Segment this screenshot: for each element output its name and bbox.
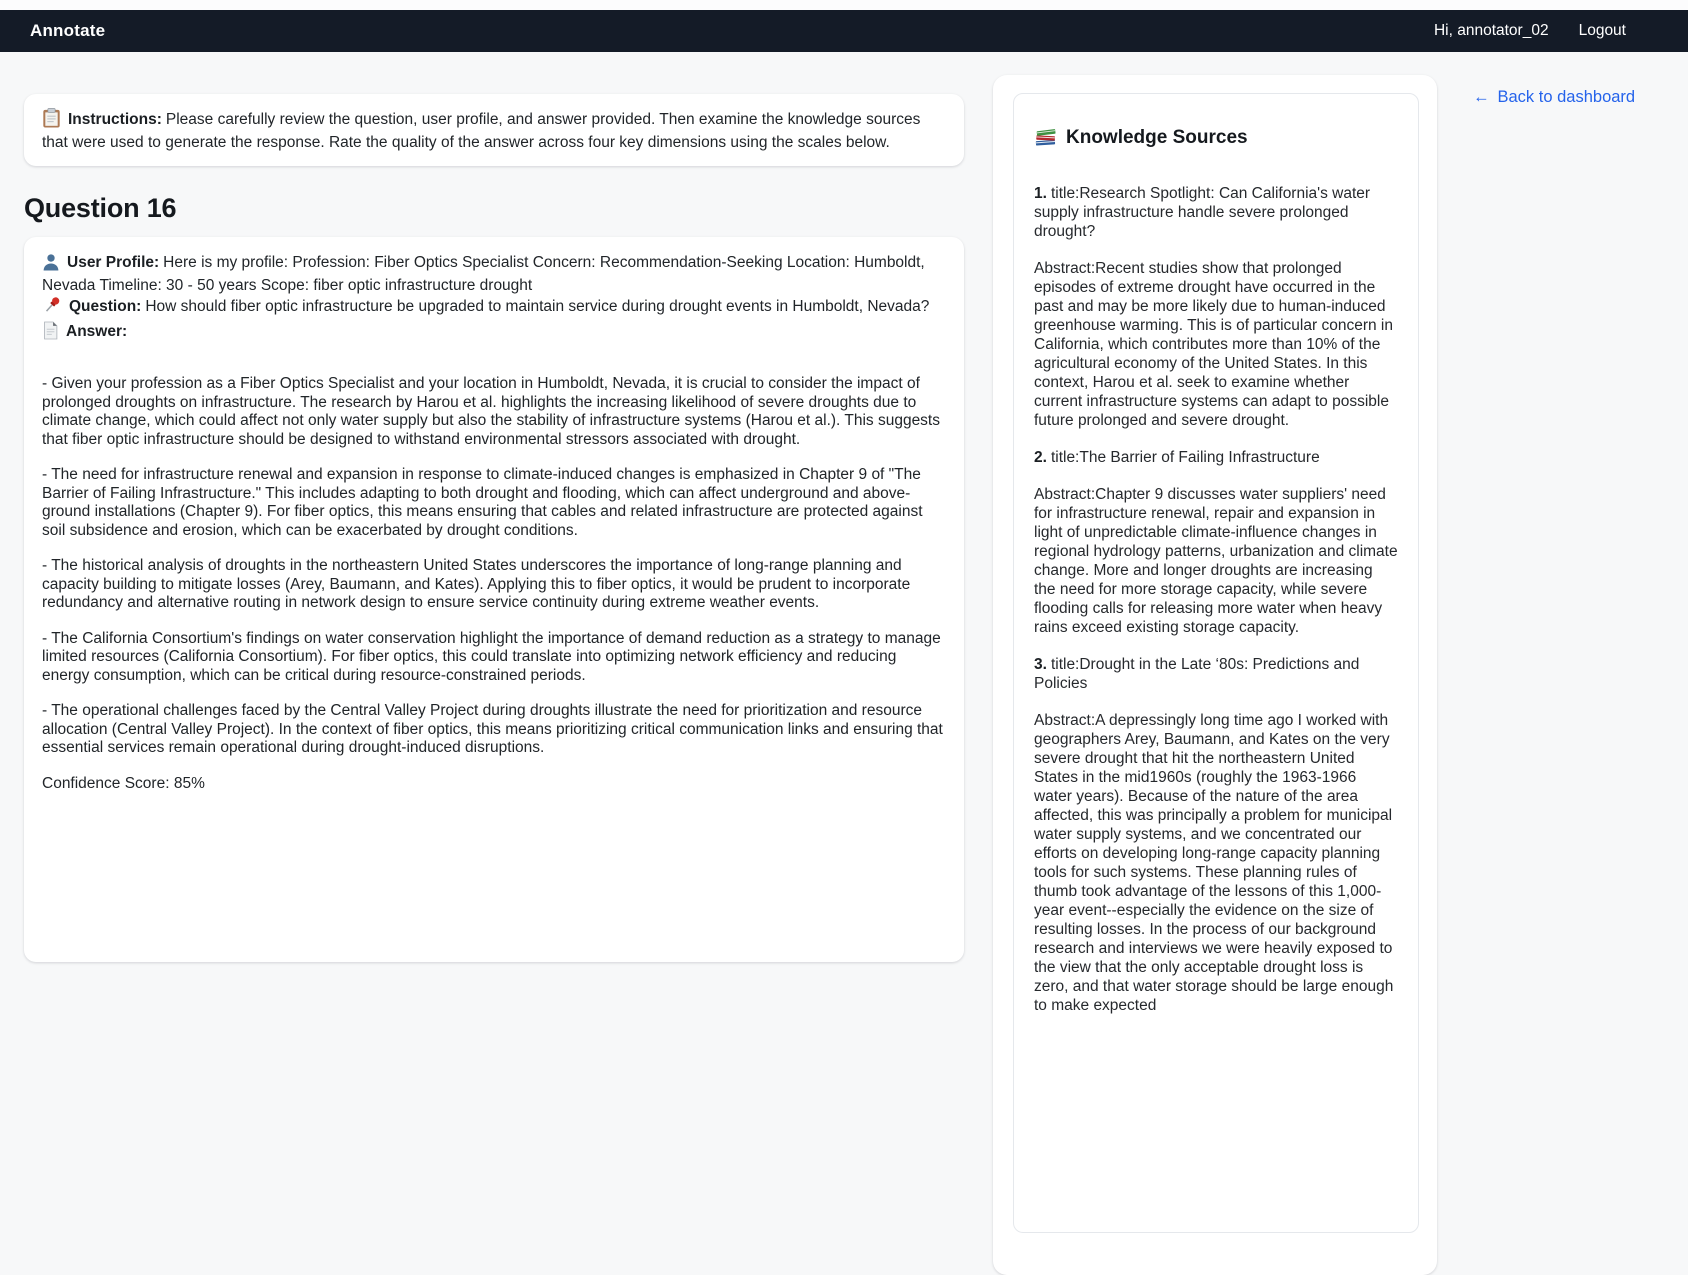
answer-paragraph: - The operational challenges faced by the Central Valley Project during droughts illustrate the need for prioritization and resource allocation (Central Valley Project). In the context of fiber optics, this means prioritizing critical communication links and ensuring that essential services remain operational during drought-induced disruptions. [42, 702, 943, 756]
page-title: Question 16 [24, 193, 177, 223]
app-brand: Annotate [30, 21, 106, 40]
pushpin-icon [42, 295, 62, 321]
user-profile-text: Here is my profile: Profession: Fiber Optics Specialist Concern: Recommendation-Seeking Location: Humboldt, Nevada Timeline: 30 - 50 years Scope: fiber optic infrastructure drought [42, 254, 925, 294]
answer-section-label [42, 321, 946, 346]
navbar [0, 10, 1688, 52]
user-icon [42, 253, 60, 277]
top-strip [0, 0, 1688, 10]
knowledge-sources-panel [993, 75, 1437, 1275]
source-title: 1. title:Research Spotlight: Can California's water supply infrastructure handle severe prolonged drought? [1034, 185, 1371, 240]
user-profile-section [42, 253, 946, 295]
page-icon [42, 321, 59, 346]
logout-button[interactable]: Logout [1578, 22, 1626, 39]
instructions-text: Instructions: Please carefully review the question, user profile, and answer provided. Then examine the knowledge sources that were used to generate the response. Rate the quality of the answer across four key dimensions using the scales below. [42, 108, 938, 152]
question-section [42, 295, 946, 321]
answer-label: Answer: [66, 322, 128, 340]
left-column [24, 52, 964, 962]
back-to-dashboard-link[interactable]: ← Back to dashboard [1473, 88, 1636, 106]
answer-paragraph: - The historical analysis of droughts in the northeastern United States underscores the importance of long-range planning and capacity building to mitigate losses (Arey, Baumann, and Kates). Applying this to fiber optics, it would be prudent to incorporate redundancy and alternative routing in network design to ensure service continuity during extreme weather events. [42, 557, 911, 611]
source-abstract: Abstract:Chapter 9 discusses water suppliers' need for infrastructure renewal, repair and expansion in light of unpredictable climate-influence changes in regional hydrology patterns, urbanization and climate change. More and longer droughts are increasing the need for more storage capacity, while severe flooding calls for releasing more water when heavy rains exceed existing storage capacity. [1034, 486, 1398, 636]
question-text: How should fiber optic infrastructure be upgraded to maintain service during drought events in Humboldt, Nevada? [145, 298, 930, 315]
user-profile-label: User Profile: [67, 254, 160, 271]
answer-paragraph: - Given your profession as a Fiber Optics Specialist and your location in Humboldt, Nevada, it is crucial to consider the impact of prolonged droughts on infrastructure. The research by Harou et al. highlights the increasing likelihood of severe droughts due to climate change, which could affect not only water supply but also the stability of infrastructure systems (Harou et al.). This suggests that fiber optic infrastructure should be designed to withstand environmental stressors associated with drought. [42, 375, 940, 448]
source-title: 2. title:The Barrier of Failing Infrastructure [1034, 449, 1320, 466]
instructions-label: Instructions: [68, 111, 162, 128]
instructions-card [24, 94, 964, 166]
source-abstract: Abstract:A depressingly long time ago I worked with geographers Arey, Baumann, and Kates on the very severe drought that hit the northeastern United States in the mid1960s (roughly the 1963-1966 water years). Because of the nature of the area affected, this was principally a problem for municipal water supply systems, and we concentrated our efforts on developing long-range capacity planning tools for such systems. These planning rules of thumb took advantage of the lessons of this 1,000-year event--especially the evidence on the size of resulting losses. In the process of our background research and interviews we were heavily exposed to the view that the only acceptable drought loss is zero, and that water storage should be large enough to make expected [1034, 712, 1394, 1014]
answer-paragraph: - The need for infrastructure renewal and expansion in response to climate-induced changes is emphasized in Chapter 9 of "The Barrier of Failing Infrastructure." This includes adapting to both drought and flooding, which can affect underground and above-ground installations (Chapter 9). For fiber optics, this means ensuring that cables and related infrastructure are protected against soil subsidence and erosion, which can be exacerbated by drought conditions. [42, 466, 923, 539]
user-greeting: Hi, annotator_02 [1433, 22, 1549, 39]
source-title: 3. title:Drought in the Late ‘80s: Predictions and Policies [1034, 656, 1360, 692]
books-icon [1034, 127, 1057, 148]
question-label: Question: [69, 298, 142, 315]
source-abstract: Abstract:Recent studies show that prolonged episodes of extreme drought have occurred in the past and may be more likely due to human-induced greenhouse warming. This is of particular concern in California, which contributes more than 10% of the agricultural economy of the United States. In this context, Harou et al. seek to examine whether current infrastructure systems can adapt to possible future prolonged and severe drought. [1034, 260, 1393, 429]
answer-paragraph: - The California Consortium's findings on water conservation highlight the importance of demand reduction as a strategy to manage limited resources (California Consortium). For fiber optics, this could translate into optimizing network efficiency and reducing energy consumption, which can be critical during resource-constrained periods. [42, 629, 941, 684]
clipboard-icon [42, 108, 61, 133]
knowledge-sources-card [1013, 93, 1419, 1233]
page-content [0, 52, 1688, 1275]
confidence-score: Confidence Score: 85% [42, 774, 205, 792]
navbar-right [1434, 22, 1626, 40]
knowledge-sources-heading: Knowledge Sources [1034, 127, 1398, 148]
question-card [24, 237, 964, 962]
left-arrow-icon: ← [1473, 88, 1490, 106]
